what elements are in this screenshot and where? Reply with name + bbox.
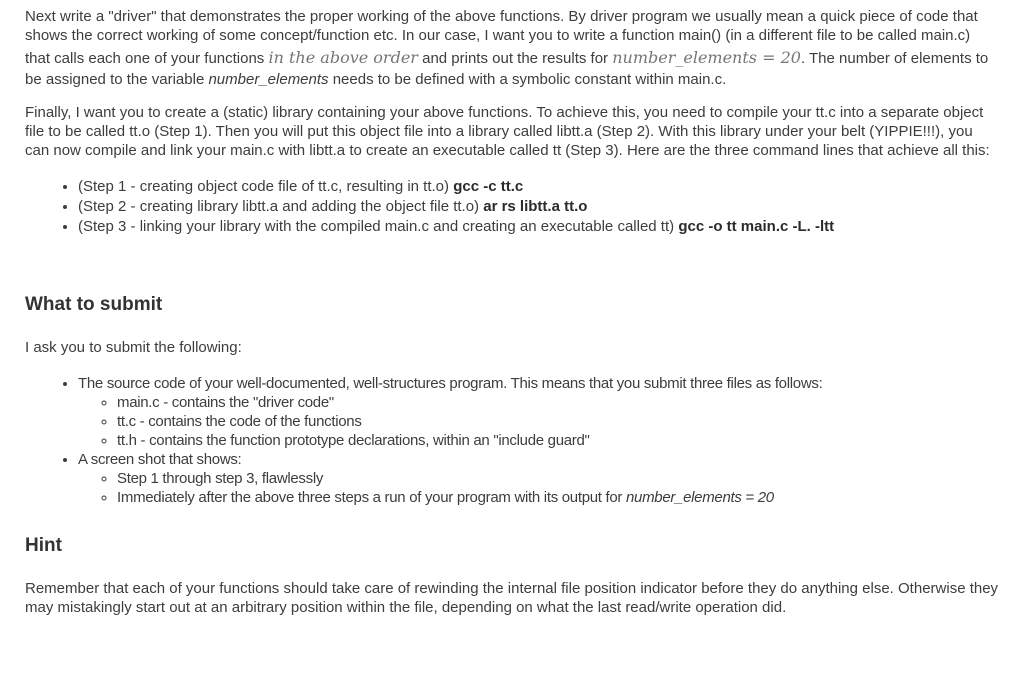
step-1-command: gcc -c tt.c: [453, 178, 524, 195]
screenshot-sublist: [78, 469, 999, 507]
command-step-1-item: [78, 177, 999, 197]
hint-heading: Hint: [25, 535, 62, 556]
emphasis-in-the-above-order: in the above order: [268, 48, 418, 67]
submit-source-code-text: The source code of your well-documented, well-structures program. This means that you submit three files as follows:: [78, 375, 823, 392]
intro-paragraph: [25, 7, 999, 89]
intro-text-4: needs to be defined with a symbolic constant within main.c.: [328, 71, 727, 88]
submit-source-code-item: [78, 374, 999, 450]
hint-paragraph: Remember that each of your functions should take care of rewinding the internal file position indicator before they do anything else. Otherwise they may mistakingly start out at an arbitrary position within the file, depending on what the last read/write operation did.: [25, 580, 999, 616]
step-2-command: ar rs libtt.a tt.o: [483, 198, 588, 215]
emphasis-number-elements-20: number_elements = 20: [612, 48, 801, 67]
library-paragraph: Finally, I want you to create a (static) library containing your above functions. To achieve this, you need to compile your tt.c into a separate object file to be called tt.o (Step 1). Then you will put this object file into a library called libtt.a (Step 2). With this library under your belt (YIPPIE!!!), you can now compile and link your main.c with libtt.a to create an executable called tt (Step 3). Here are the three command lines that achieve all this:: [25, 104, 990, 159]
file-tt-h-item: ◦ tt.h - contains the function prototype declarations, within an "include guard": [117, 431, 999, 450]
command-steps-list: [25, 177, 999, 237]
submit-files-sublist: [78, 393, 999, 450]
step-2-description: (Step 2 - creating library libtt.a and adding the object file tt.o): [78, 198, 484, 215]
intro-text-2: and prints out the results for: [417, 50, 613, 67]
file-tt-c-item: ◦ tt.c - contains the code of the functions: [117, 412, 999, 431]
screenshot-run-item: [117, 488, 999, 507]
screenshot-run-text: Immediately after the above three steps a run of your program with its output for: [117, 489, 626, 506]
submit-screenshot-item: [78, 450, 999, 507]
emphasis-number-elements: number_elements: [208, 71, 329, 88]
step-1-description: (Step 1 - creating object code file of tt.c, resulting in tt.o): [78, 178, 454, 195]
command-step-3-item: [78, 217, 999, 237]
submit-intro: I ask you to submit the following:: [25, 339, 242, 356]
submit-list: [25, 374, 999, 507]
intro-text-1: Next write a "driver" that demonstrates the proper working of the above functions. By driver program we usually mean a quick piece of code that shows the correct working of some concept/function etc. In our case, I want you to write a function main() (in a different file to be called main.c) that calls each one of your functions: [25, 8, 978, 67]
screenshot-run-em: number_elements = 20: [626, 489, 774, 506]
command-step-2-item: [78, 197, 999, 217]
screenshot-steps-item: [117, 469, 999, 488]
step-3-description: (Step 3 - linking your library with the compiled main.c and creating an executable called tt): [78, 218, 679, 235]
file-main-c-item: ◦ main.c - contains the "driver code": [117, 393, 999, 412]
screenshot-steps-text: Step 1 through step 3, flawlessly: [117, 470, 324, 487]
what-to-submit-heading: What to submit: [25, 294, 163, 315]
submit-screenshot-text: A screen shot that shows:: [78, 451, 242, 468]
intro-text-3: . The number of elements to be assigned to the variable: [25, 50, 989, 88]
step-3-command: gcc -o tt main.c -L. -ltt: [678, 218, 835, 235]
